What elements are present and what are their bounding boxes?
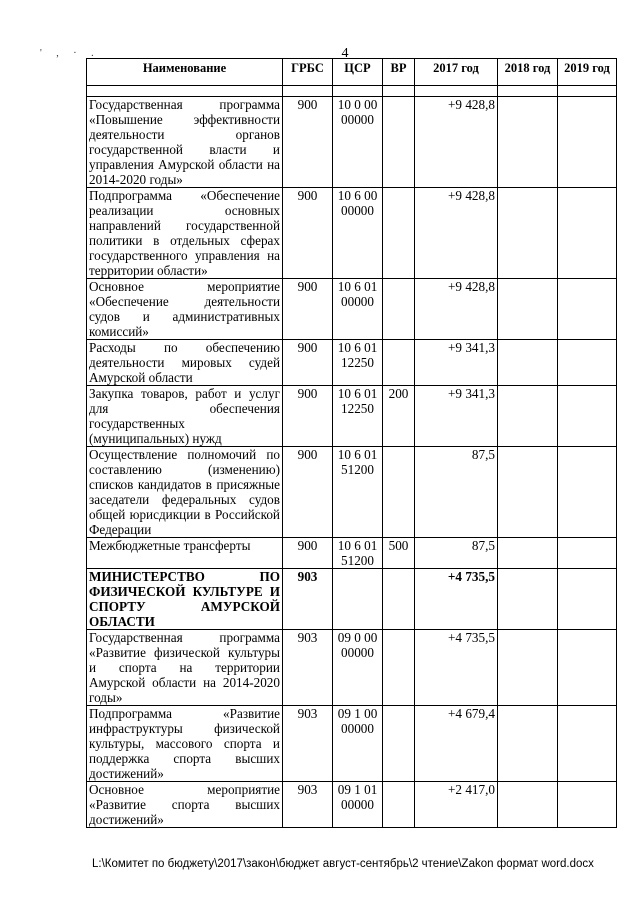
cell-name: Закупка товаров, работ и услуг для обеспечения государственных (муниципальных) нужд	[87, 386, 283, 447]
cell-y2017: +9 428,8	[415, 279, 498, 340]
cell-grbs: 903	[283, 630, 333, 706]
cell-name: Осуществление полномочий по составлению (изменению) списков кандидатов в присяжные заседатели федеральных судов общей юрисдикции в Российской Федерации	[87, 447, 283, 538]
header-2018: 2018 год	[498, 59, 558, 86]
cell-y2019	[558, 279, 617, 340]
cell-y2018	[498, 279, 558, 340]
cell-y2017: +9 428,8	[415, 97, 498, 188]
cell-y2019	[558, 782, 617, 828]
cell-y2018	[498, 386, 558, 447]
table-row	[87, 447, 617, 538]
file-path-footer: L:\Комитет по бюджету\2017\закон\бюджет август-сентябрь\2 чтение\Zakon формат word.docx	[92, 858, 594, 870]
cell-name: Основное мероприятие «Развитие спорта высших достижений»	[87, 782, 283, 828]
cell-name: Межбюджетные трансферты	[87, 538, 283, 569]
cell-y2017: +9 341,3	[415, 386, 498, 447]
cell-y2017: +9 428,8	[415, 188, 498, 279]
cell-csr: 09 1 00 00000	[333, 706, 383, 782]
cell-y2018	[498, 538, 558, 569]
cell-name: Основное мероприятие «Обеспечение деятельности судов и административных комиссий»	[87, 279, 283, 340]
cell-y2018	[498, 340, 558, 386]
table-row	[87, 340, 617, 386]
cell-csr: 10 6 01 51200	[333, 538, 383, 569]
table-row	[87, 569, 617, 630]
cell-vr	[383, 97, 415, 188]
cell-y2019	[558, 188, 617, 279]
page-number: 4	[341, 46, 349, 61]
cell-y2017: +4 735,5	[415, 569, 498, 630]
table-row	[87, 279, 617, 340]
header-2019: 2019 год	[558, 59, 617, 86]
table-header-row	[87, 59, 617, 86]
cell-vr	[383, 782, 415, 828]
cell-y2019	[558, 447, 617, 538]
cell-y2019	[558, 386, 617, 447]
cell-name: МИНИСТЕРСТВО ПО ФИЗИЧЕСКОЙ КУЛЬТУРЕ И СПОРТУ АМУРСКОЙ ОБЛАСТИ	[87, 569, 283, 630]
cell-y2017: +4 679,4	[415, 706, 498, 782]
cell-y2018	[498, 97, 558, 188]
header-csr: ЦСР	[333, 59, 383, 86]
budget-table	[86, 58, 617, 828]
cell-vr	[383, 706, 415, 782]
cell-grbs: 900	[283, 340, 333, 386]
table-row	[87, 706, 617, 782]
cell-grbs: 900	[283, 188, 333, 279]
cell-y2019	[558, 97, 617, 188]
cell-vr: 500	[383, 538, 415, 569]
cell-grbs: 900	[283, 279, 333, 340]
table-row	[87, 782, 617, 828]
header-2017: 2017 год	[415, 59, 498, 86]
cell-csr: 10 6 00 00000	[333, 188, 383, 279]
cell-name: Государственная программа «Повышение эффективности деятельности органов государственной власти и управления Амурской области на 2014-2020 годы»	[87, 97, 283, 188]
cell-vr	[383, 447, 415, 538]
cell-y2019	[558, 569, 617, 630]
cell-y2018	[498, 782, 558, 828]
cell-y2017: 87,5	[415, 447, 498, 538]
header-name: Наименование	[87, 59, 283, 86]
cell-vr	[383, 630, 415, 706]
cell-vr	[383, 340, 415, 386]
cell-y2018	[498, 188, 558, 279]
cell-y2018	[498, 447, 558, 538]
cell-grbs: 903	[283, 569, 333, 630]
cell-y2017: 87,5	[415, 538, 498, 569]
table-row	[87, 188, 617, 279]
cell-csr	[333, 569, 383, 630]
cell-vr: 200	[383, 386, 415, 447]
cell-grbs: 903	[283, 782, 333, 828]
cell-vr	[383, 188, 415, 279]
table-row	[87, 538, 617, 569]
cell-csr: 09 1 01 00000	[333, 782, 383, 828]
header-grbs: ГРБС	[283, 59, 333, 86]
cell-y2019	[558, 538, 617, 569]
cell-vr	[383, 569, 415, 630]
cell-csr: 10 6 01 12250	[333, 340, 383, 386]
cell-name: Расходы по обеспечению деятельности мировых судей Амурской области	[87, 340, 283, 386]
cell-y2018	[498, 630, 558, 706]
cell-y2019	[558, 340, 617, 386]
scan-marks: ' , · .	[40, 48, 100, 59]
cell-y2017: +2 417,0	[415, 782, 498, 828]
cell-y2019	[558, 630, 617, 706]
cell-csr: 10 0 00 00000	[333, 97, 383, 188]
cell-y2017: +4 735,5	[415, 630, 498, 706]
table-row	[87, 630, 617, 706]
cell-name: Государственная программа «Развитие физической культуры и спорта на территории Амурской области на 2014-2020 годы»	[87, 630, 283, 706]
cell-csr: 10 6 01 00000	[333, 279, 383, 340]
cell-y2018	[498, 569, 558, 630]
cell-y2018	[498, 706, 558, 782]
cell-vr	[383, 279, 415, 340]
cell-grbs: 900	[283, 538, 333, 569]
cell-csr: 10 6 01 12250	[333, 386, 383, 447]
cell-csr: 09 0 00 00000	[333, 630, 383, 706]
cell-grbs: 900	[283, 386, 333, 447]
cell-name: Подпрограмма «Развитие инфраструктуры физической культуры, массового спорта и поддержка спорта высших достижений»	[87, 706, 283, 782]
cell-grbs: 900	[283, 447, 333, 538]
cell-y2017: +9 341,3	[415, 340, 498, 386]
table-row	[87, 386, 617, 447]
cell-grbs: 900	[283, 97, 333, 188]
table-row	[87, 97, 617, 188]
cell-grbs: 903	[283, 706, 333, 782]
cell-y2019	[558, 706, 617, 782]
header-spacer-row	[87, 86, 617, 97]
header-vr: ВР	[383, 59, 415, 86]
cell-name: Подпрограмма «Обеспечение реализации основных направлений государственной политики в отдельных сферах государственного управления на территории области»	[87, 188, 283, 279]
cell-csr: 10 6 01 51200	[333, 447, 383, 538]
